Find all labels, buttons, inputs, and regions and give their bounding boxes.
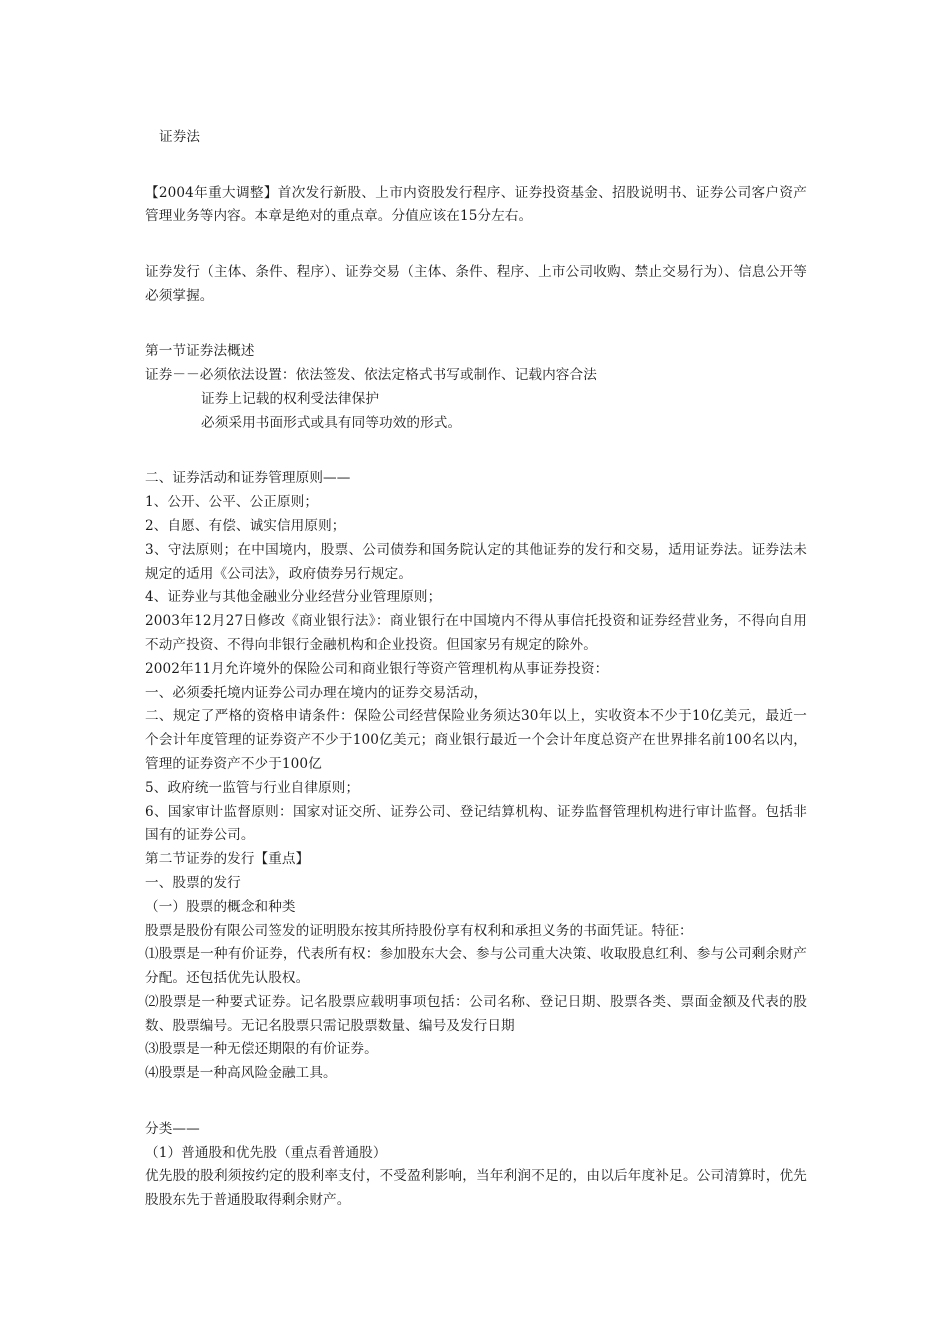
subsection-heading: （一）股票的概念和种类 [145, 898, 296, 915]
blank-line [145, 174, 807, 182]
paragraph-indented: 必须采用书面形式或具有同等功效的形式。 [201, 414, 462, 431]
blank-line [145, 1110, 807, 1118]
subsection-heading-classification: 分类—— [145, 1120, 200, 1137]
blank-line [145, 436, 807, 460]
blank-line [145, 1086, 807, 1110]
list-item: ⑴股票是一种有价证券，代表所有权：参加股东大会、参与公司重大决策、收取股息红利、参与公司剩余财产分配。还包括优先认股权。 [145, 946, 807, 987]
paragraph-must-master: 证券发行（主体、条件、程序）、证券交易（主体、条件、程序、上市公司收购、禁止交易行为）、信息公开等必须掌握。 [145, 263, 807, 304]
list-item: 二、规定了严格的资格申请条件：保险公司经营保险业务须达30年以上，实收资本不少于10亿美元，最近一个会计年度管理的证券资产不少于100亿美元；商业银行最近一个会计年度总资产在世界排名前100名以内，管理的证券资产不少于100亿 [145, 708, 807, 772]
document-title: 证券法 [159, 129, 201, 145]
paragraph-securities-definition: 证券－－必须依法设置：依法签发、依法定格式书写或制作、记载内容合法 [145, 367, 597, 384]
blank-line [145, 459, 807, 467]
section-heading-2: 第二节证券的发行【重点】 [145, 851, 310, 868]
list-item: 6、国家审计监督原则：国家对证交所、证券公司、登记结算机构、证券监督管理机构进行审计监督。包括非国有的证券公司。 [145, 803, 807, 844]
list-item: 4、证券业与其他金融业分业经营分业管理原则； [145, 589, 442, 606]
list-item: 5、政府统一监管与行业自律原则； [145, 779, 360, 796]
subsection-heading: 一、股票的发行 [145, 874, 241, 891]
list-item: ⑶股票是一种无偿还期限的有价证券。 [145, 1041, 378, 1058]
blank-line [145, 229, 807, 253]
paragraph: 2003年12月27日修改《商业银行法》：商业银行在中国境内不得从事信托投资和证券经营业务，不得向自用不动产投资、不得向非银行金融机构和企业投资。但国家另有规定的除外。 [145, 613, 807, 653]
paragraph-adjustment-note: 【2004年重大调整】首次发行新股、上市内资股发行程序、证券投资基金、招股说明书、证券公司客户资产管理业务等内容。本章是绝对的重点章。分值应该在15分左右。 [145, 184, 807, 225]
list-item: 1、公开、公平、公正原则； [145, 494, 319, 511]
document-body [145, 126, 807, 1213]
blank-line [145, 309, 807, 333]
blank-line [145, 150, 807, 174]
blank-line [145, 253, 807, 261]
list-item: 2、自愿、有偿、诚实信用原则； [145, 517, 346, 534]
paragraph: 2002年11月允许境外的保险公司和商业银行等资产管理机构从事证券投资： [145, 660, 609, 677]
list-item: ⑷股票是一种高风险金融工具。 [145, 1065, 337, 1082]
section-heading-1: 第一节证券法概述 [145, 343, 255, 360]
paragraph: 股票是股份有限公司签发的证明股东按其所持股份享有权利和承担义务的书面凭证。特征： [145, 922, 693, 939]
subsection-heading: （1）普通股和优先股（重点看普通股） [145, 1144, 387, 1161]
list-item: 一、必须委托境内证券公司办理在境内的证券交易活动， [145, 684, 488, 701]
list-item: 3、守法原则；在中国境内，股票、公司债券和国务院认定的其他证券的发行和交易，适用证券法。证券法未规定的适用《公司法》，政府债券另行规定。 [145, 541, 807, 582]
blank-line [145, 332, 807, 340]
paragraph-indented: 证券上记载的权利受法律保护 [201, 390, 380, 407]
paragraph: 优先股的股利须按约定的股利率支付，不受盈利影响，当年利润不足的，由以后年度补足。公司清算时，优先股股东先于普通股取得剩余财产。 [145, 1168, 807, 1209]
list-item: ⑵股票是一种要式证券。记名股票应载明事项包括：公司名称、登记日期、股票各类、票面金额及代表的股数、股票编号。无记名股票只需记股票数量、编号及发行日期 [145, 993, 807, 1034]
subsection-heading-principles: 二、证券活动和证券管理原则—— [145, 470, 351, 487]
